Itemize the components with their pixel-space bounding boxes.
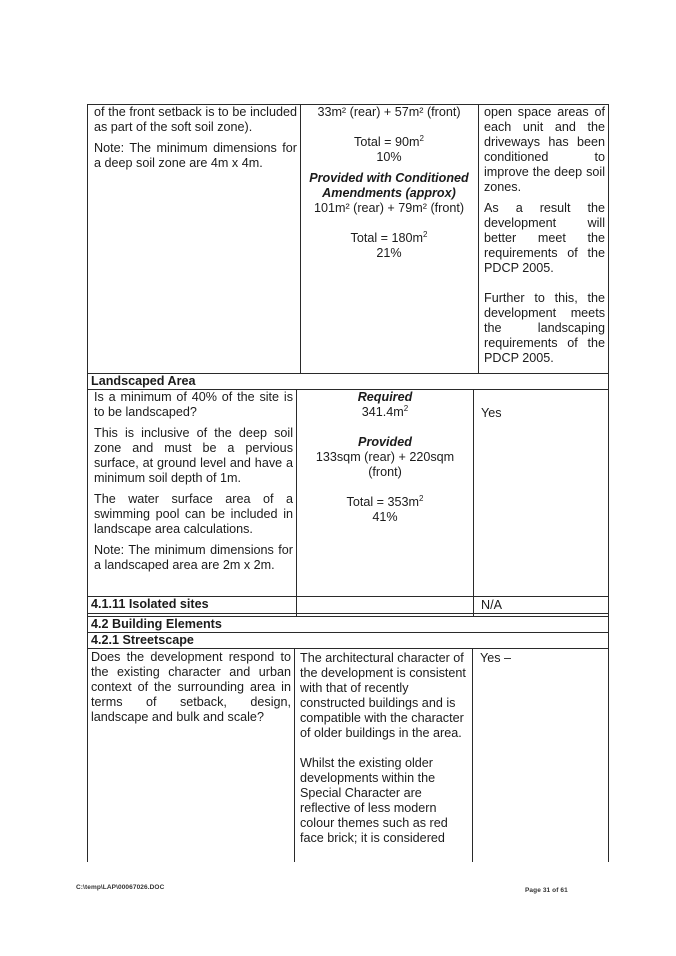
rule [478, 104, 479, 373]
conditioned-breakdown: 101m² (rear) + 79m² (front) [313, 201, 465, 215]
required-value: $341.4m^2$ [361, 404, 409, 419]
rule [87, 104, 88, 862]
streetscape-answer: Yes – [480, 651, 512, 665]
deep-soil-provided-cell [302, 105, 476, 261]
landscaped-answer: Yes [481, 406, 502, 420]
area-breakdown: 33m² (rear) + 57m² (front) [317, 105, 461, 119]
area-percent: 10% [376, 150, 402, 164]
comment-paragraph: As a result the development will better meet the requirements of the PDCP 2005. [484, 201, 605, 275]
landscaped-provided-cell [298, 390, 472, 525]
provided-breakdown-cont: (front) [368, 465, 402, 479]
streetscape-comment-cell [300, 651, 468, 846]
requirement-text: Is a minimum of 40% of the site is to be landscaped? [94, 390, 293, 419]
deep-soil-comment-cell [484, 105, 605, 366]
rule [294, 648, 295, 862]
provided-breakdown: 133sqm (rear) + 220sqm [315, 450, 455, 464]
isolated-sites-answer: N/A [481, 598, 502, 612]
conditioned-heading: Provided with Conditioned Amendments (approx) [309, 171, 469, 200]
streetscape-heading: 4.2.1 Streetscape [91, 633, 194, 647]
area-total: Total = $90m^2$ [354, 134, 424, 149]
requirement-text: The water surface area of a swimming pool can be included in landscape area calculations. [94, 492, 293, 536]
rule [472, 648, 473, 862]
question-text: Does the development respond to the existing character and urban context of the surrounding area in terms of setback, design, landscape and bulk and scale? [91, 650, 291, 724]
required-label: Required [357, 390, 413, 404]
conditioned-percent: 21% [376, 246, 402, 260]
requirement-text: of the front setback is to be included as part of the soft soil zone). [94, 105, 297, 134]
rule [473, 389, 474, 616]
landscaped-requirement-cell [94, 390, 293, 573]
provided-label: Provided [358, 435, 412, 449]
streetscape-question-cell [91, 650, 291, 725]
comment-paragraph: open space areas of each unit and the driveways has been conditioned to improve the deep soil zones. [484, 105, 605, 194]
rule [87, 648, 609, 649]
comment-paragraph: Whilst the existing older developments within the Special Character are reflective of less modern colour themes such as red face brick; it is considered [300, 756, 448, 845]
page-number-footer: Page 31 of 61 [525, 887, 568, 894]
isolated-sites-heading: 4.1.11 Isolated sites [91, 597, 209, 611]
rule [296, 389, 297, 616]
provided-total: Total = $353m^2$ [346, 494, 424, 509]
comment-paragraph: Further to this, the development meets the landscaping requirements of the PDCP 2005. [484, 291, 605, 365]
provided-percent: 41% [372, 510, 398, 524]
conditioned-total: Total = $180m^2$ [350, 230, 428, 245]
comment-paragraph: The architectural character of the development is consistent with that of recently constructed buildings and is compatible with the character of older buildings in the area. [300, 651, 466, 740]
requirement-note: Note: The minimum dimensions for a deep soil zone are 4m x 4m. [94, 141, 297, 170]
requirement-note: Note: The minimum dimensions for a landscaped area are 2m x 2m. [94, 543, 293, 572]
deep-soil-requirement-cell [94, 105, 297, 171]
file-path-footer: C:\temp\LAP\00067026.DOC [76, 884, 165, 891]
landscaped-area-heading: Landscaped Area [91, 374, 196, 388]
building-elements-heading: 4.2 Building Elements [91, 617, 222, 631]
requirement-text: This is inclusive of the deep soil zone and must be a pervious surface, at ground level and have a minimum soil depth of 1m. [94, 426, 293, 485]
rule [87, 613, 609, 614]
rule [608, 104, 609, 862]
rule [300, 104, 301, 373]
